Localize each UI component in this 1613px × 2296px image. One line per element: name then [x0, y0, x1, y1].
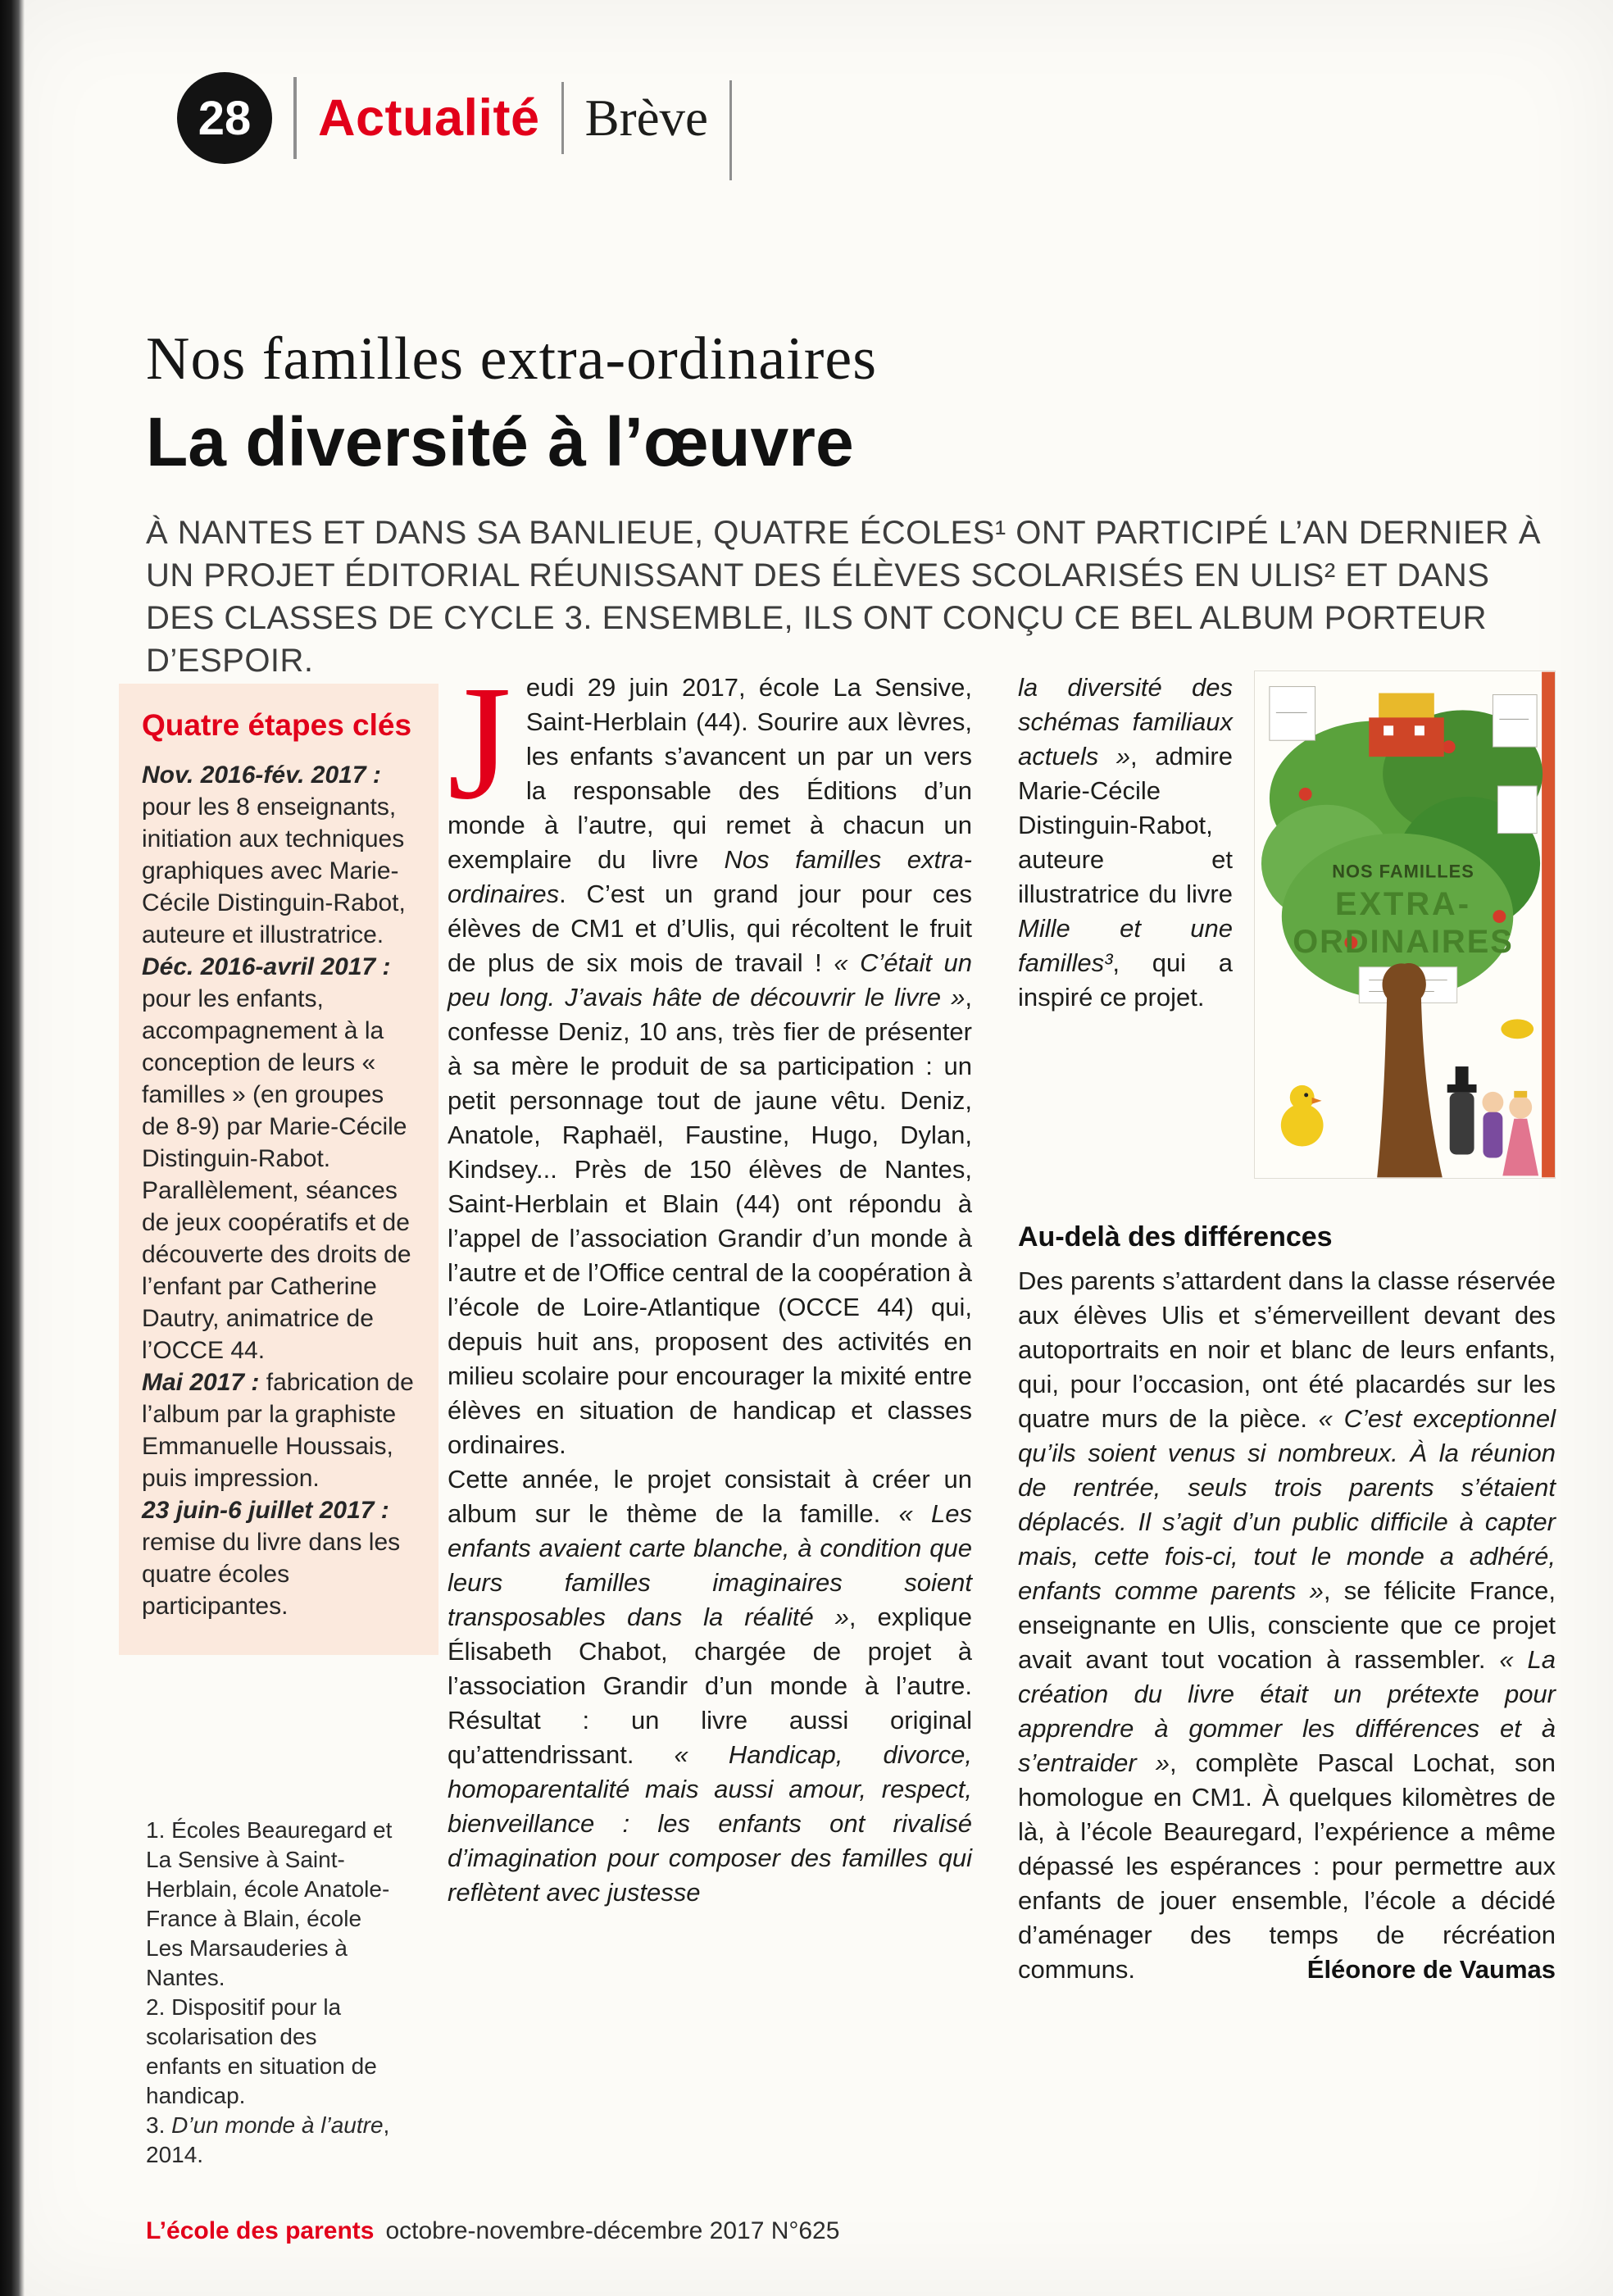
paragraph: 2. Dispositif pour la scolarisation des enfants en situation de handicap. [146, 1994, 377, 2108]
page-footer [146, 2217, 839, 2245]
paragraph: 1. Écoles Beauregard et La Sensive à Saint-Herblain, école Anatole-France à Blain, école Les Marsauderies à Nantes. [146, 1817, 393, 1990]
section-label: Actualité [318, 89, 540, 147]
footnotes [146, 1816, 396, 2170]
sidebar-title: Quatre étapes clés [142, 708, 412, 742]
header-divider [561, 82, 564, 154]
book-cover-illustration [1255, 671, 1555, 1178]
headline-block [146, 325, 877, 482]
article-body-part-1 [448, 652, 972, 1910]
page-header [177, 69, 732, 167]
page-number-badge: 28 [177, 72, 272, 164]
paragraph: eudi 29 juin 2017, école La Sensive, Saint-Herblain (44). Sourire aux lèvres, les enfants s’avancent un par un vers la responsable des Éditions d’un monde à l’autre, qui remet à chacun un exemplaire du livre Nos familles extra-ordinaires. C’est un grand jour pour ces élèves de CM1 et d’Ulis, qui récoltent le fruit de plus de six mois de travail ! « C’était un peu long. J’avais hâte de découvrir le livre », confesse Deniz, 10 ans, très fier de présenter à sa mère le produit de sa participation : un petit personnage tout de jaune vêtu. Deniz, Anatole, Raphaël, Faustine, Hugo, Dylan, Kindsey... Près de 150 élèves de Nantes, Saint-Herblain et Blain (44) ont répondu à l’appel de l’association Grandir d’un monde à l’autre et de l’Office central de la coopération à l’école de Loire-Atlantique (OCCE 44) qui, depuis huit ans, proposent des activités en milieu scolaire pour encourager la mixité entre élèves en situation de handicap et classes ordinaires. [448, 673, 972, 1459]
book-cover-title-line: NOS FAMILLES [1332, 861, 1474, 882]
article-column-main [448, 652, 972, 1910]
book-cover-title-line: ORDINAIRES [1293, 923, 1514, 960]
paragraph: Cette année, le projet consistait à créer un album sur le thème de la famille. « Les enfants avaient carte blanche, à condition que leurs familles imaginaires soient transposables dans la réalité », explique Élisabeth Chabot, chargée de projet à l’association Grandir d’un monde à l’autre. Résultat : un livre aussi original qu’attendrissant. « Handicap, divorce, homoparentalité mais aussi amour, respect, bienveillance : les enfants ont rivalisé d’imagination pour composer des familles qui reflètent avec justesse [448, 1465, 972, 1907]
article-kicker: Nos familles extra-ordinaires [146, 325, 878, 393]
scan-edge [0, 0, 25, 2296]
paragraph: 3. D’un monde à l’autre, 2014. [146, 2112, 390, 2167]
article-body-part-3 [1018, 1264, 1556, 1987]
castle-drawing [1369, 693, 1444, 757]
footer-issue: octobre-novembre-décembre 2017 N°625 [385, 2217, 840, 2244]
article-title: La diversité à l’œuvre [146, 403, 854, 480]
paragraph: Déc. 2016-avril 2017 : pour les enfants, accompagnement à la conception de leurs « familles » (en groupes de 8-9) par Marie-Cécile Distinguin-Rabot. Parallèlement, séances de jeux coopératifs et de découverte des droits de l’enfant par Catherine Dautry, animatrice de l’OCCE 44. [142, 953, 411, 1364]
standfirst: À NANTES ET DANS SA BANLIEUE, QUATRE ÉCOLES¹ ONT PARTICIPÉ L’AN DERNIER À UN PROJET ÉDITORIAL RÉUNISSANT DES ÉLÈVES SCOLARISÉS EN ULIS² ET DANS DES CLASSES DE CYCLE 3. ENSEMBLE, ILS ONT CONÇU CE BEL ALBUM PORTEUR D’ESPOIR. [146, 515, 1542, 679]
article-subhead: Au-delà des différences [1018, 1221, 1333, 1253]
article-column-right [1018, 671, 1556, 1987]
book-cover-title-line: EXTRA- [1335, 886, 1471, 923]
header-divider [293, 77, 297, 159]
sidebar-steps [142, 759, 416, 1622]
footer-brand: L’école des parents [146, 2217, 375, 2244]
drop-cap: J [448, 652, 511, 834]
subsection-label: Brève [584, 89, 708, 147]
paragraph: Mai 2017 : fabrication de l’album par la graphiste Emmanuelle Houssais, puis impression. [142, 1369, 414, 1492]
paragraph: la diversité des schémas familiaux actuels », admire Marie-Cécile Distinguin-Rabot, auteure et illustratrice du livre Mille et une familles³, qui a inspiré ce projet. [1018, 673, 1233, 1012]
header-divider [729, 80, 732, 180]
cover-red-band [1542, 672, 1555, 1178]
paragraph: 23 juin-6 juillet 2017 : remise du livre dans les quatre écoles participantes. [142, 1497, 401, 1620]
book-cover-image [1254, 671, 1556, 1179]
sidebar-key-steps [119, 684, 438, 1655]
paragraph: Des parents s’attardent dans la classe réservée aux élèves Ulis et s’émerveillent devant des autoportraits en noir et blanc de leurs enfants, qui, pour l’occasion, ont été placardés sur les quatre murs de la pièce. « C’est exceptionnel qu’ils soient venus si nombreux. À la réunion de rentrée, seuls trois parents s’étaient déplacés. Il s’agit d’un public difficile à capter mais, cette fois-ci, tout le monde a adhéré, enfants comme parents », se félicite France, enseignante en Ulis, consciente que ce projet avait avant tout vocation à rassembler. « La création du livre était un prétexte pour apprendre à gommer les différences et à s’entraider », complète Pascal Lochat, son homologue en CM1. À quelques kilomètres de là, à l’école Beauregard, l’expérience a même dépassé les espérances : pour permettre aux enfants de jouer ensemble, l’école a décidé d’aménager des temps de récréation communs. [1018, 1266, 1556, 1984]
paragraph: Nov. 2016-fév. 2017 : pour les 8 enseignants, initiation aux techniques graphiques avec Marie-Cécile Distinguin-Rabot, auteure et illustratrice. [142, 762, 406, 948]
byline: Éléonore de Vaumas [1306, 1955, 1556, 1984]
